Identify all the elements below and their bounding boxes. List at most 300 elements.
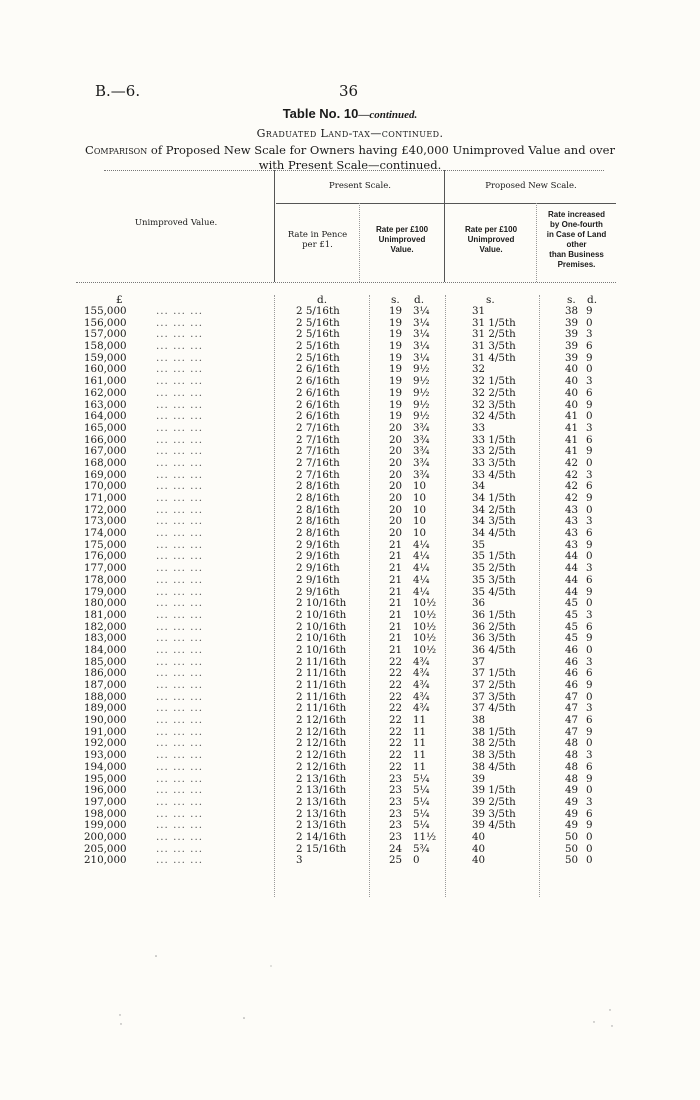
present-pence-cell: 9½	[413, 363, 430, 376]
present-pence-cell: 5¾	[413, 842, 430, 855]
increased-shillings-cell: 39	[565, 351, 579, 364]
new-rate-cell: 37 1/5th	[472, 667, 516, 680]
leader-dots: ... ... ...	[156, 854, 204, 867]
leader-dots: ... ... ...	[156, 690, 204, 703]
leader-dots: ... ... ...	[156, 305, 204, 317]
present-shillings-cell: 19	[389, 316, 403, 329]
value-cell: 190,000	[84, 714, 127, 727]
increased-shillings-cell: 42	[565, 456, 579, 469]
rate-pence-cell: 2 9/16th	[296, 550, 340, 563]
present-pence-cell: 4¼	[413, 573, 430, 586]
increased-shillings-cell: 39	[565, 328, 579, 341]
new-rate-cell: 31	[472, 305, 486, 317]
new-rate-cell: 36 3/5th	[472, 632, 516, 645]
increased-pence-cell: 3	[586, 468, 593, 481]
new-rate-cell: 38 2/5th	[472, 737, 516, 750]
leader-dots: ... ... ...	[156, 667, 204, 680]
rate-pence-cell: 2 13/16th	[296, 807, 347, 820]
rate-pence-cell: 2 6/16th	[296, 398, 340, 411]
new-rate-cell: 34	[472, 480, 486, 493]
value-cell: 199,000	[84, 819, 127, 832]
value-cell: 210,000	[84, 854, 127, 867]
increased-pence-cell: 6	[586, 620, 593, 633]
value-cell: 166,000	[84, 433, 127, 446]
present-shillings-cell: 19	[389, 328, 403, 341]
unit-pounds: £	[116, 294, 123, 306]
rate-pence-cell: 2 10/16th	[296, 597, 347, 610]
page-reference: B.—6.	[95, 82, 141, 100]
leader-dots: ... ... ...	[156, 351, 204, 364]
present-shillings-cell: 25	[389, 854, 403, 867]
new-rate-cell: 34 4/5th	[472, 527, 516, 540]
leader-dots: ... ... ...	[156, 679, 204, 691]
new-rate-cell: 34 2/5th	[472, 503, 516, 516]
new-rate-cell: 32 4/5th	[472, 410, 516, 423]
leader-dots: ... ... ...	[156, 749, 204, 762]
rate-pence-cell: 2 12/16th	[296, 760, 347, 773]
present-pence-cell: 9½	[413, 386, 430, 399]
increased-shillings-cell: 42	[565, 492, 579, 504]
value-cell: 205,000	[84, 842, 127, 855]
value-cell: 175,000	[84, 538, 127, 551]
leader-dots: ... ... ...	[156, 421, 204, 434]
leader-dots: ... ... ...	[156, 468, 204, 481]
increased-pence-cell: 3	[586, 515, 593, 528]
value-cell: 186,000	[84, 667, 127, 680]
present-pence-cell: 11	[413, 737, 427, 750]
rate-pence-cell: 2 13/16th	[296, 819, 347, 832]
present-shillings-cell: 20	[389, 421, 403, 434]
new-rate-cell: 36 4/5th	[472, 643, 516, 656]
leader-dots: ... ... ...	[156, 375, 204, 388]
col-rate-per-100-new: Rate per £100 Unimproved Value.	[464, 225, 518, 254]
increased-shillings-cell: 50	[565, 854, 579, 867]
new-rate-cell: 38 3/5th	[472, 749, 516, 762]
table-subtitle: Graduated Land-tax—continued.	[256, 127, 444, 140]
increased-shillings-cell: 44	[565, 585, 579, 598]
leader-dots: ... ... ...	[156, 340, 204, 353]
increased-shillings-cell: 45	[565, 608, 579, 621]
rate-pence-cell: 2 7/16th	[296, 421, 340, 434]
new-rate-cell: 36 1/5th	[472, 608, 516, 621]
table-title: Table No. 10—continued.	[282, 106, 418, 121]
increased-shillings-cell: 38	[565, 305, 579, 317]
present-pence-cell: 10	[413, 515, 427, 528]
increased-shillings-cell: 41	[565, 433, 579, 446]
increased-pence-cell: 3	[586, 375, 593, 388]
value-cell: 173,000	[84, 515, 127, 528]
increased-shillings-cell: 43	[565, 538, 579, 551]
leader-dots: ... ... ...	[156, 772, 204, 785]
col-unimproved-value: Unimproved Value.	[134, 218, 218, 228]
table-title-continued: —continued.	[358, 109, 418, 121]
present-pence-cell: 10½	[413, 597, 437, 610]
new-rate-cell: 33 1/5th	[472, 433, 516, 446]
value-cell: 161,000	[84, 375, 127, 388]
new-rate-cell: 35	[472, 538, 486, 551]
unit-new-s: s.	[486, 294, 495, 306]
new-rate-cell: 37 4/5th	[472, 702, 516, 715]
present-shillings-cell: 22	[389, 655, 403, 668]
value-cell: 198,000	[84, 807, 127, 820]
leader-dots: ... ... ...	[156, 597, 204, 610]
present-pence-cell: 5¼	[413, 807, 430, 820]
new-rate-cell: 39	[472, 772, 486, 785]
rate-pence-cell: 2 9/16th	[296, 573, 340, 586]
new-rate-cell: 38 4/5th	[472, 760, 516, 773]
rate-pence-cell: 2 9/16th	[296, 562, 340, 575]
new-rate-cell: 40	[472, 842, 486, 855]
increased-pence-cell: 0	[586, 830, 593, 843]
present-shillings-cell: 22	[389, 679, 403, 691]
leader-dots: ... ... ...	[156, 573, 204, 586]
present-pence-cell: 9½	[413, 410, 430, 423]
present-pence-cell: 3¾	[413, 456, 430, 469]
value-cell: 160,000	[84, 363, 127, 376]
present-pence-cell: 11	[413, 760, 427, 773]
present-shillings-cell: 19	[389, 410, 403, 423]
rate-pence-cell: 2 5/16th	[296, 316, 340, 329]
present-shillings-cell: 19	[389, 340, 403, 353]
leader-dots: ... ... ...	[156, 795, 204, 808]
present-pence-cell: 11½	[413, 830, 437, 843]
increased-pence-cell: 6	[586, 807, 593, 820]
rate-pence-cell: 2 13/16th	[296, 772, 347, 785]
leader-dots: ... ... ...	[156, 655, 204, 668]
rate-pence-cell: 2 11/16th	[296, 679, 347, 691]
leader-dots: ... ... ...	[156, 830, 204, 843]
value-cell: 185,000	[84, 655, 127, 668]
increased-pence-cell: 6	[586, 573, 593, 586]
increased-shillings-cell: 39	[565, 316, 579, 329]
value-cell: 193,000	[84, 749, 127, 762]
present-shillings-cell: 20	[389, 468, 403, 481]
rate-pence-cell: 2 8/16th	[296, 503, 340, 516]
increased-pence-cell: 3	[586, 749, 593, 762]
rate-pence-cell: 2 5/16th	[296, 328, 340, 341]
value-cell: 163,000	[84, 398, 127, 411]
present-shillings-cell: 20	[389, 480, 403, 493]
leader-dots: ... ... ...	[156, 632, 204, 645]
leader-dots: ... ... ...	[156, 386, 204, 399]
increased-pence-cell: 0	[586, 784, 593, 797]
new-rate-cell: 32 2/5th	[472, 386, 516, 399]
increased-shillings-cell: 50	[565, 842, 579, 855]
new-rate-cell: 35 2/5th	[472, 562, 516, 575]
increased-pence-cell: 3	[586, 702, 593, 715]
increased-pence-cell: 0	[586, 503, 593, 516]
present-pence-cell: 11	[413, 725, 427, 738]
col-proposed-scale: Proposed New Scale.	[485, 181, 577, 191]
value-cell: 195,000	[84, 772, 127, 785]
present-pence-cell: 4¼	[413, 538, 430, 551]
value-cell: 176,000	[84, 550, 127, 563]
increased-shillings-cell: 48	[565, 749, 579, 762]
present-shillings-cell: 20	[389, 515, 403, 528]
value-cell: 167,000	[84, 445, 127, 458]
rate-pence-cell: 2 8/16th	[296, 480, 340, 493]
rate-pence-cell: 2 9/16th	[296, 538, 340, 551]
new-rate-cell: 38 1/5th	[472, 725, 516, 738]
present-pence-cell: 10½	[413, 608, 437, 621]
leader-dots: ... ... ...	[156, 562, 204, 575]
value-cell: 178,000	[84, 573, 127, 586]
new-rate-cell: 38	[472, 714, 486, 727]
value-cell: 171,000	[84, 492, 127, 504]
new-rate-cell: 39 3/5th	[472, 807, 516, 820]
present-pence-cell: 3¼	[413, 351, 430, 364]
leader-dots: ... ... ...	[156, 538, 204, 551]
present-pence-cell: 10½	[413, 643, 437, 656]
rate-pence-cell: 2 7/16th	[296, 468, 340, 481]
increased-shillings-cell: 44	[565, 573, 579, 586]
present-shillings-cell: 20	[389, 492, 403, 504]
new-rate-cell: 31 2/5th	[472, 328, 516, 341]
present-pence-cell: 5¼	[413, 819, 430, 832]
present-shillings-cell: 21	[389, 562, 403, 575]
unit-pence: d.	[317, 294, 328, 306]
increased-shillings-cell: 42	[565, 468, 579, 481]
present-shillings-cell: 21	[389, 643, 403, 656]
rate-pence-cell: 2 8/16th	[296, 492, 340, 504]
leader-dots: ... ... ...	[156, 725, 204, 738]
present-shillings-cell: 20	[389, 503, 403, 516]
increased-shillings-cell: 48	[565, 760, 579, 773]
new-rate-cell: 31 1/5th	[472, 316, 516, 329]
present-pence-cell: 3¼	[413, 328, 430, 341]
increased-pence-cell: 0	[586, 842, 593, 855]
value-cell: 179,000	[84, 585, 127, 598]
increased-pence-cell: 6	[586, 527, 593, 540]
new-rate-cell: 37 3/5th	[472, 690, 516, 703]
present-shillings-cell: 19	[389, 398, 403, 411]
increased-shillings-cell: 41	[565, 445, 579, 458]
increased-shillings-cell: 49	[565, 795, 579, 808]
increased-pence-cell: 6	[586, 433, 593, 446]
new-rate-cell: 40	[472, 854, 486, 867]
rate-pence-cell: 2 9/16th	[296, 585, 340, 598]
increased-pence-cell: 6	[586, 714, 593, 727]
present-shillings-cell: 20	[389, 527, 403, 540]
present-pence-cell: 5¼	[413, 795, 430, 808]
present-shillings-cell: 23	[389, 795, 403, 808]
increased-pence-cell: 3	[586, 328, 593, 341]
increased-shillings-cell: 49	[565, 807, 579, 820]
rate-pence-cell: 2 6/16th	[296, 410, 340, 423]
present-pence-cell: 4¾	[413, 702, 430, 715]
increased-shillings-cell: 41	[565, 410, 579, 423]
increased-pence-cell: 3	[586, 562, 593, 575]
value-cell: 174,000	[84, 527, 127, 540]
rate-pence-cell: 2 8/16th	[296, 527, 340, 540]
increased-shillings-cell: 40	[565, 386, 579, 399]
leader-dots: ... ... ...	[156, 585, 204, 598]
new-rate-cell: 36	[472, 597, 486, 610]
new-rate-cell: 36 2/5th	[472, 620, 516, 633]
new-rate-cell: 32	[472, 363, 486, 376]
increased-pence-cell: 6	[586, 760, 593, 773]
increased-shillings-cell: 47	[565, 725, 579, 738]
present-pence-cell: 3¾	[413, 468, 430, 481]
value-cell: 189,000	[84, 702, 127, 715]
present-shillings-cell: 22	[389, 760, 403, 773]
new-rate-cell: 33 4/5th	[472, 468, 516, 481]
rate-pence-cell: 2 10/16th	[296, 620, 347, 633]
value-cell: 197,000	[84, 795, 127, 808]
increased-shillings-cell: 44	[565, 562, 579, 575]
present-pence-cell: 3¼	[413, 340, 430, 353]
new-rate-cell: 39 4/5th	[472, 819, 516, 832]
increased-shillings-cell: 39	[565, 340, 579, 353]
present-pence-cell: 3¼	[413, 316, 430, 329]
increased-shillings-cell: 45	[565, 597, 579, 610]
value-cell: 159,000	[84, 351, 127, 364]
increased-pence-cell: 0	[586, 550, 593, 563]
increased-shillings-cell: 40	[565, 363, 579, 376]
new-rate-cell: 34 3/5th	[472, 515, 516, 528]
rate-pence-cell: 2 13/16th	[296, 795, 347, 808]
unit-inc-d: d.	[587, 294, 598, 306]
value-cell: 162,000	[84, 386, 127, 399]
present-pence-cell: 10½	[413, 620, 437, 633]
present-pence-cell: 3¼	[413, 305, 430, 317]
increased-shillings-cell: 47	[565, 690, 579, 703]
rate-pence-cell: 2 5/16th	[296, 305, 340, 317]
value-cell: 188,000	[84, 690, 127, 703]
increased-shillings-cell: 46	[565, 655, 579, 668]
leader-dots: ... ... ...	[156, 608, 204, 621]
rate-pence-cell: 2 7/16th	[296, 456, 340, 469]
present-pence-cell: 9½	[413, 375, 430, 388]
rate-pence-cell: 2 5/16th	[296, 340, 340, 353]
rate-pence-cell: 2 11/16th	[296, 702, 347, 715]
increased-pence-cell: 6	[586, 340, 593, 353]
increased-shillings-cell: 49	[565, 819, 579, 832]
increased-shillings-cell: 44	[565, 550, 579, 563]
new-rate-cell: 32 1/5th	[472, 375, 516, 388]
increased-shillings-cell: 47	[565, 702, 579, 715]
value-cell: 196,000	[84, 784, 127, 797]
leader-dots: ... ... ...	[156, 316, 204, 329]
increased-shillings-cell: 49	[565, 784, 579, 797]
present-shillings-cell: 24	[389, 842, 403, 855]
increased-shillings-cell: 42	[565, 480, 579, 493]
leader-dots: ... ... ...	[156, 842, 204, 855]
leader-dots: ... ... ...	[156, 363, 204, 376]
present-shillings-cell: 20	[389, 445, 403, 458]
present-shillings-cell: 20	[389, 456, 403, 469]
increased-pence-cell: 9	[586, 351, 593, 364]
rate-pence-cell: 2 12/16th	[296, 737, 347, 750]
present-shillings-cell: 21	[389, 573, 403, 586]
present-pence-cell: 5¼	[413, 772, 430, 785]
leader-dots: ... ... ...	[156, 714, 204, 727]
increased-shillings-cell: 43	[565, 527, 579, 540]
increased-pence-cell: 0	[586, 597, 593, 610]
increased-shillings-cell: 45	[565, 632, 579, 645]
increased-shillings-cell: 47	[565, 714, 579, 727]
rate-pence-cell: 3	[296, 854, 303, 867]
leader-dots: ... ... ...	[156, 620, 204, 633]
increased-pence-cell: 6	[586, 386, 593, 399]
value-cell: 168,000	[84, 456, 127, 469]
new-rate-cell: 33 3/5th	[472, 456, 516, 469]
present-shillings-cell: 22	[389, 667, 403, 680]
present-pence-cell: 11	[413, 749, 427, 762]
present-pence-cell: 10	[413, 527, 427, 540]
col-rate-per-100-present: Rate per £100 Unimproved Value.	[375, 225, 429, 254]
increased-pence-cell: 9	[586, 585, 593, 598]
present-shillings-cell: 21	[389, 597, 403, 610]
increased-shillings-cell: 43	[565, 503, 579, 516]
increased-pence-cell: 0	[586, 410, 593, 423]
present-pence-cell: 10	[413, 492, 427, 504]
increased-pence-cell: 3	[586, 421, 593, 434]
increased-pence-cell: 9	[586, 819, 593, 832]
increased-shillings-cell: 46	[565, 643, 579, 656]
present-pence-cell: 10	[413, 480, 427, 493]
increased-pence-cell: 0	[586, 643, 593, 656]
increased-pence-cell: 0	[586, 316, 593, 329]
present-shillings-cell: 22	[389, 737, 403, 750]
present-shillings-cell: 22	[389, 702, 403, 715]
increased-pence-cell: 0	[586, 456, 593, 469]
col-present-scale: Present Scale.	[329, 181, 391, 191]
leader-dots: ... ... ...	[156, 527, 204, 540]
increased-pence-cell: 6	[586, 667, 593, 680]
increased-shillings-cell: 46	[565, 667, 579, 680]
rate-pence-cell: 2 13/16th	[296, 784, 347, 797]
present-shillings-cell: 19	[389, 363, 403, 376]
increased-shillings-cell: 46	[565, 679, 579, 691]
leader-dots: ... ... ...	[156, 480, 204, 493]
leader-dots: ... ... ...	[156, 737, 204, 750]
increased-pence-cell: 0	[586, 363, 593, 376]
rate-pence-cell: 2 7/16th	[296, 445, 340, 458]
value-cell: 181,000	[84, 608, 127, 621]
new-rate-cell: 33	[472, 421, 486, 434]
increased-pence-cell: 3	[586, 608, 593, 621]
value-cell: 183,000	[84, 632, 127, 645]
present-pence-cell: 4¼	[413, 562, 430, 575]
present-shillings-cell: 21	[389, 608, 403, 621]
present-shillings-cell: 21	[389, 585, 403, 598]
rate-pence-cell: 2 11/16th	[296, 690, 347, 703]
unit-inc-s: s.	[567, 294, 576, 306]
rate-pence-cell: 2 5/16th	[296, 351, 340, 364]
present-pence-cell: 9½	[413, 398, 430, 411]
leader-dots: ... ... ...	[156, 760, 204, 773]
increased-pence-cell: 9	[586, 538, 593, 551]
new-rate-cell: 37	[472, 655, 486, 668]
rate-pence-cell: 2 6/16th	[296, 375, 340, 388]
present-shillings-cell: 21	[389, 538, 403, 551]
present-pence-cell: 10½	[413, 632, 437, 645]
new-rate-cell: 37 2/5th	[472, 679, 516, 691]
value-cell: 192,000	[84, 737, 127, 750]
unit-present-s: s.	[391, 294, 400, 306]
rate-pence-cell: 2 15/16th	[296, 842, 347, 855]
leader-dots: ... ... ...	[156, 328, 204, 341]
leader-dots: ... ... ...	[156, 702, 204, 715]
value-cell: 191,000	[84, 725, 127, 738]
increased-pence-cell: 9	[586, 398, 593, 411]
present-shillings-cell: 19	[389, 305, 403, 317]
increased-pence-cell: 3	[586, 795, 593, 808]
increased-pence-cell: 0	[586, 737, 593, 750]
leader-dots: ... ... ...	[156, 784, 204, 797]
value-cell: 157,000	[84, 328, 127, 341]
